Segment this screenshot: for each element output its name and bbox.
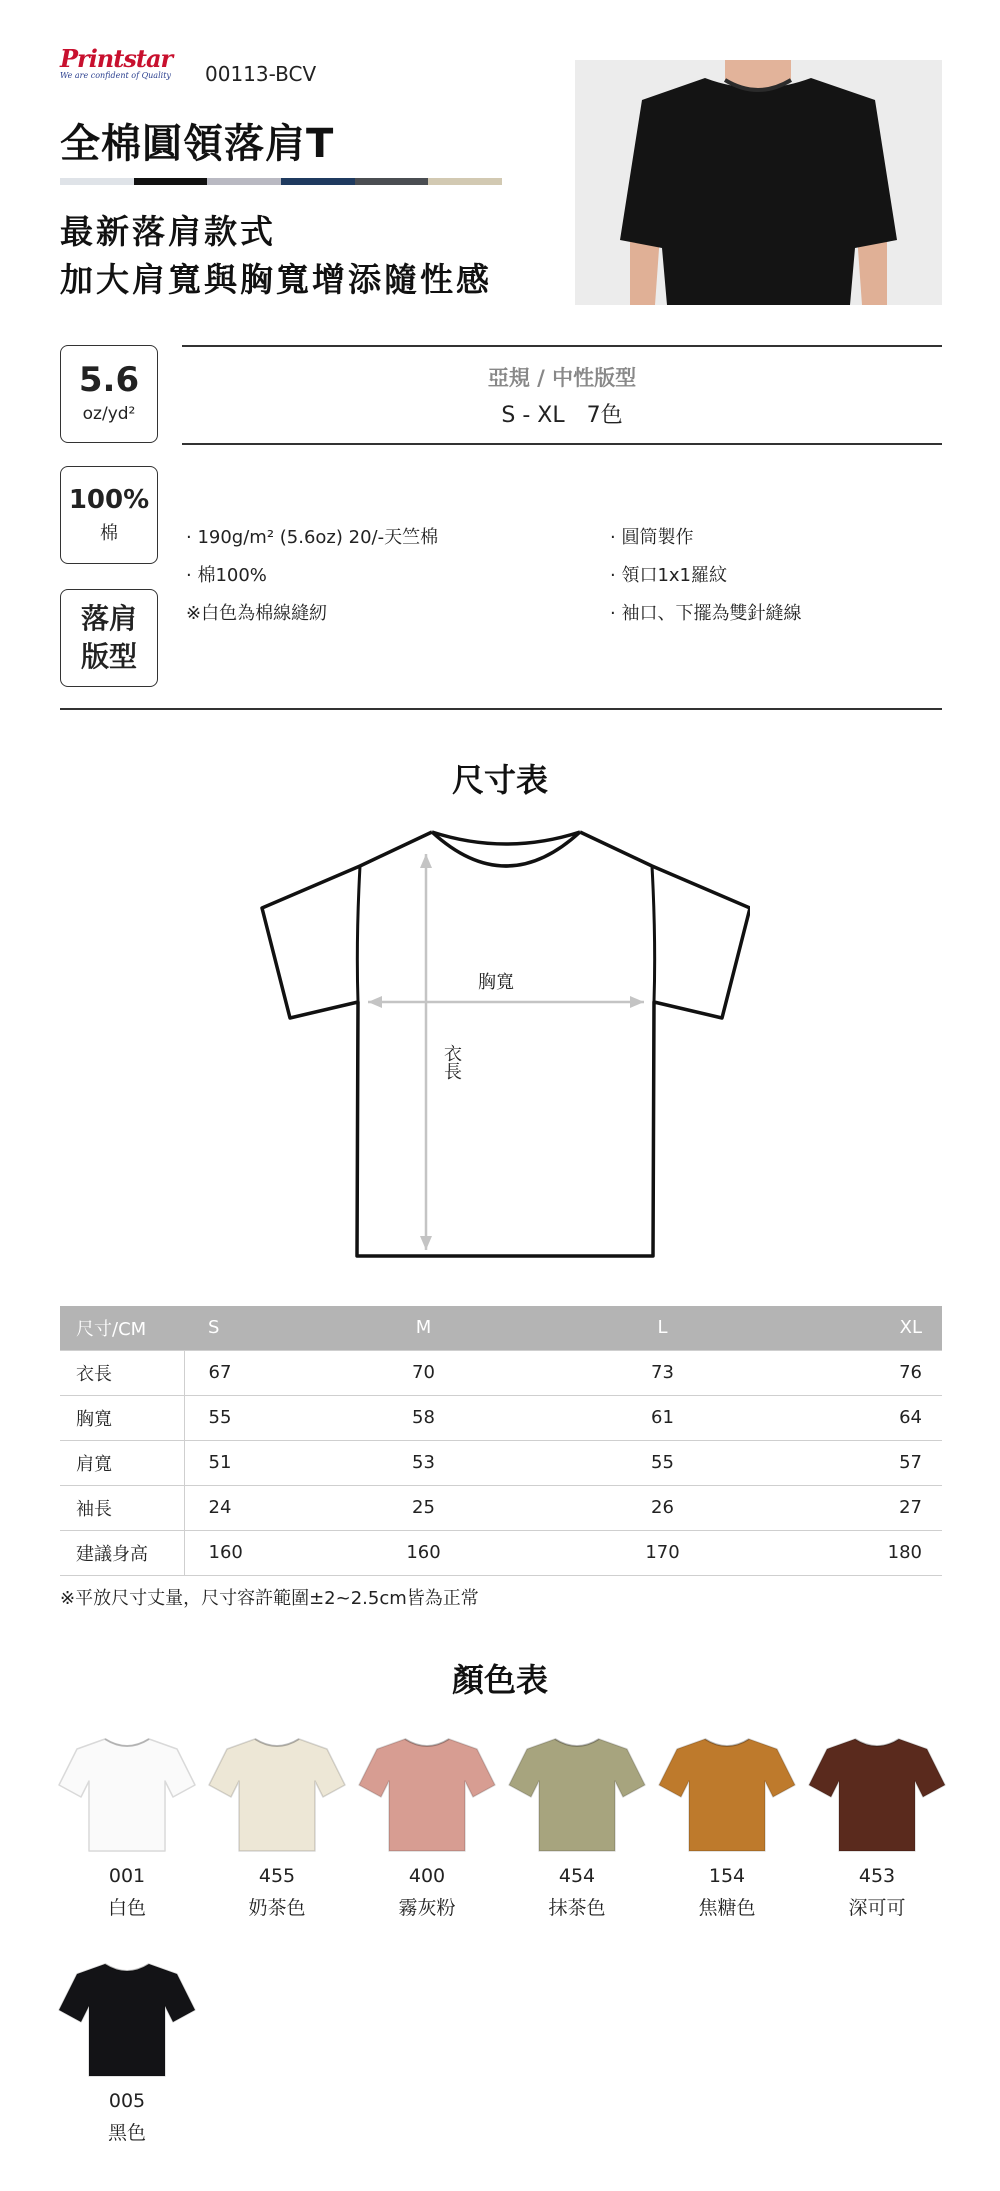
feature-item: · 領口1x1羅紋 bbox=[610, 565, 727, 586]
table-cell: 73 bbox=[543, 1350, 782, 1395]
color-code: 400 bbox=[408, 1865, 446, 1887]
size-chart-title: 尺寸表 bbox=[451, 761, 548, 799]
table-cell: 55 bbox=[184, 1395, 304, 1440]
row-label: 建議身高 bbox=[60, 1530, 184, 1575]
table-cell: 55 bbox=[543, 1440, 782, 1485]
table-row bbox=[60, 1440, 942, 1485]
swatch-segment bbox=[281, 178, 355, 185]
color-name: 白色 bbox=[107, 1897, 146, 1919]
color-name: 奶茶色 bbox=[248, 1897, 306, 1919]
tshirt-swatch-icon bbox=[507, 1735, 647, 1853]
table-cell: 24 bbox=[184, 1485, 304, 1530]
table-row bbox=[60, 1350, 942, 1395]
color-swatch-item[interactable] bbox=[652, 1735, 802, 1920]
table-cell: 26 bbox=[543, 1485, 782, 1530]
feature-item: · 190g/m² (5.6oz) 20/-天竺棉 bbox=[186, 527, 439, 548]
color-name: 黑色 bbox=[107, 2122, 146, 2144]
color-name: 深可可 bbox=[848, 1897, 906, 1919]
row-label: 胸寬 bbox=[60, 1395, 184, 1440]
table-header: S bbox=[184, 1306, 304, 1350]
swatch-segment bbox=[355, 178, 429, 185]
color-swatch-item[interactable] bbox=[352, 1735, 502, 1920]
table-header: M bbox=[304, 1306, 543, 1350]
model-photo bbox=[575, 60, 942, 305]
swatch-segment bbox=[207, 178, 281, 185]
fit-badge-line1: 落肩 bbox=[80, 602, 137, 635]
table-row bbox=[60, 1530, 942, 1575]
table-row bbox=[60, 1395, 942, 1440]
chest-label: 胸寬 bbox=[478, 972, 514, 993]
color-chart-title: 顏色表 bbox=[451, 1661, 548, 1699]
color-code: 453 bbox=[858, 1865, 896, 1887]
table-header: L bbox=[543, 1306, 782, 1350]
fit-label: 亞規 / 中性版型 bbox=[487, 366, 637, 390]
tagline-line1: 最新落肩款式 bbox=[60, 212, 276, 251]
tshirt-swatch-icon bbox=[207, 1735, 347, 1853]
tshirt-swatch-icon bbox=[57, 1960, 197, 2078]
fit-badge bbox=[60, 589, 158, 687]
divider bbox=[182, 443, 942, 445]
table-cell: 160 bbox=[184, 1530, 304, 1575]
table-cell: 27 bbox=[782, 1485, 942, 1530]
color-code: 001 bbox=[108, 1865, 146, 1887]
table-cell: 180 bbox=[782, 1530, 942, 1575]
weight-badge bbox=[60, 345, 158, 443]
tshirt-swatch-icon bbox=[657, 1735, 797, 1853]
table-cell: 76 bbox=[782, 1350, 942, 1395]
feature-item: · 棉100% bbox=[186, 565, 267, 586]
color-code: 005 bbox=[108, 2090, 146, 2112]
row-label: 肩寬 bbox=[60, 1440, 184, 1485]
tshirt-swatch-icon bbox=[357, 1735, 497, 1853]
product-title: 全棉圓領落肩T bbox=[60, 121, 335, 167]
table-cell: 64 bbox=[782, 1395, 942, 1440]
table-cell: 51 bbox=[184, 1440, 304, 1485]
size-table bbox=[60, 1306, 942, 1576]
features-left bbox=[186, 519, 438, 633]
color-code: 154 bbox=[708, 1865, 746, 1887]
color-code: 455 bbox=[258, 1865, 296, 1887]
row-label: 袖長 bbox=[60, 1485, 184, 1530]
weight-unit: oz/yd² bbox=[82, 404, 136, 424]
tshirt-swatch-icon bbox=[807, 1735, 947, 1853]
feature-item: · 圓筒製作 bbox=[610, 527, 694, 548]
color-swatch-item[interactable] bbox=[802, 1735, 952, 1920]
table-header: XL bbox=[782, 1306, 942, 1350]
swatch-segment bbox=[428, 178, 502, 185]
features-right bbox=[610, 519, 801, 633]
size-range: S - XL 7色 bbox=[501, 403, 623, 428]
table-cell: 57 bbox=[782, 1440, 942, 1485]
table-cell: 170 bbox=[543, 1530, 782, 1575]
divider bbox=[182, 345, 942, 347]
material-badge bbox=[60, 466, 158, 564]
color-swatch-item[interactable] bbox=[52, 1735, 202, 1920]
table-header-row bbox=[60, 1306, 942, 1350]
table-cell: 58 bbox=[304, 1395, 543, 1440]
tagline-line2: 加大肩寬與胸寬增添隨性感 bbox=[60, 260, 492, 299]
swatch-segment bbox=[60, 178, 134, 185]
material-value: 100% bbox=[68, 485, 150, 515]
length-label: 衣長 bbox=[441, 1044, 462, 1080]
table-row bbox=[60, 1485, 942, 1530]
feature-item: · 袖口、下擺為雙針縫線 bbox=[610, 603, 802, 624]
color-name: 焦糖色 bbox=[698, 1897, 756, 1919]
logo-text: Printstar bbox=[60, 44, 173, 73]
table-cell: 53 bbox=[304, 1440, 543, 1485]
brand-logo bbox=[60, 44, 175, 94]
table-header: 尺寸/CM bbox=[60, 1306, 184, 1350]
color-swatch-item[interactable] bbox=[202, 1735, 352, 1920]
table-cell: 67 bbox=[184, 1350, 304, 1395]
fit-badge-line2: 版型 bbox=[80, 640, 137, 673]
measurement-note: ※平放尺寸丈量，尺寸容許範圍±2~2.5cm皆為正常 bbox=[60, 1588, 479, 1609]
table-cell: 25 bbox=[304, 1485, 543, 1530]
color-swatch-bar bbox=[60, 178, 502, 185]
weight-value: 5.6 bbox=[78, 360, 140, 400]
color-name: 霧灰粉 bbox=[398, 1897, 456, 1919]
color-swatch-item[interactable] bbox=[502, 1735, 652, 1920]
row-label: 衣長 bbox=[60, 1350, 184, 1395]
product-code: 00113-BCV bbox=[205, 62, 317, 86]
table-cell: 160 bbox=[304, 1530, 543, 1575]
swatch-segment bbox=[134, 178, 208, 185]
material-name: 棉 bbox=[100, 523, 118, 544]
tagline bbox=[60, 208, 492, 304]
table-cell: 70 bbox=[304, 1350, 543, 1395]
logo-tagline: We are confident of Quality bbox=[60, 71, 171, 80]
table-cell: 61 bbox=[543, 1395, 782, 1440]
tshirt-diagram bbox=[260, 830, 750, 1260]
divider bbox=[60, 708, 942, 710]
color-code: 454 bbox=[558, 1865, 596, 1887]
color-name: 抹茶色 bbox=[548, 1897, 606, 1919]
tshirt-swatch-icon bbox=[57, 1735, 197, 1853]
feature-item: ※白色為棉線縫紉 bbox=[186, 603, 328, 624]
color-swatch-item[interactable] bbox=[52, 1960, 202, 2145]
